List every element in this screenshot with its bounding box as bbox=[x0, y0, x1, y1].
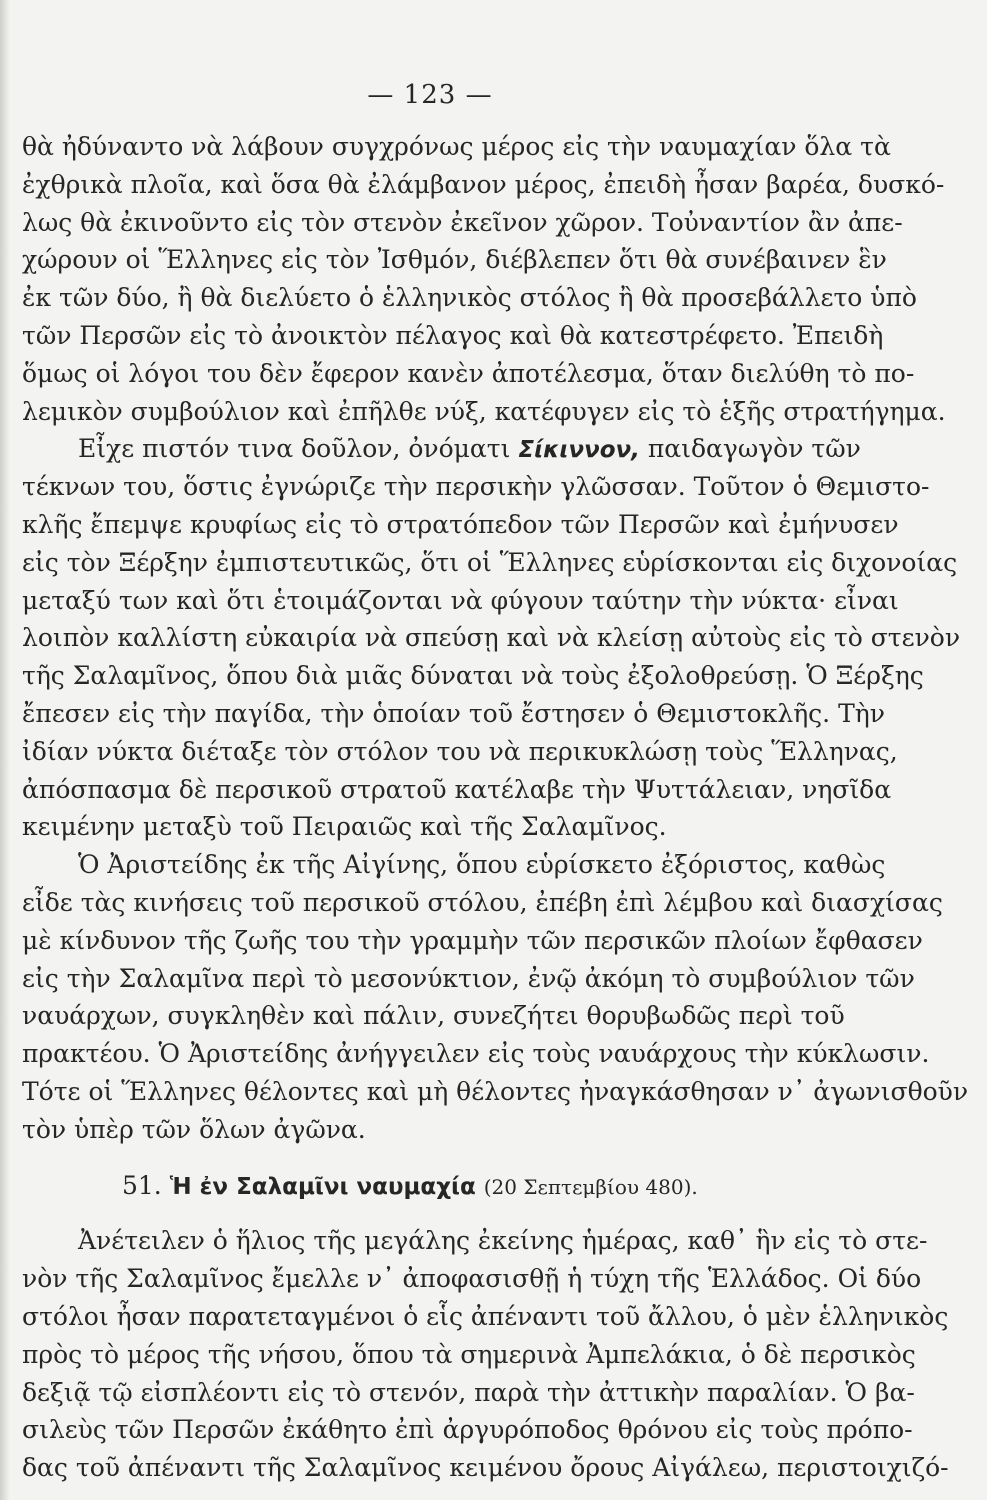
text-line: κλῆς ἔπεμψε κρυφίως εἰς τὸ στρατόπεδον τῶν Περσῶν καὶ ἐμήνυσεν bbox=[22, 509, 899, 539]
section-heading bbox=[22, 1167, 842, 1205]
text-segment: παιδαγωγὸν τῶν bbox=[647, 434, 861, 464]
text-line: τῆς Σαλαμῖνος, ὅπου διὰ μιᾶς δύναται νὰ τοὺς ἐξολοθρεύσῃ. Ὁ Ξέρξης bbox=[22, 661, 924, 691]
text-line: ὅμως οἱ λόγοι του δὲν ἔφερον κανὲν ἀποτέλεσμα, ὅταν διελύθη τὸ πο- bbox=[22, 358, 915, 388]
text-line: εἶδε τὰς κινήσεις τοῦ περσικοῦ στόλου, ἐπέβη ἐπὶ λέμβου καὶ διασχίσας bbox=[22, 887, 943, 917]
text-line: Ἀνέτειλεν ὁ ἥλιος τῆς μεγάλης ἐκείνης ἡμέρας, καθ᾿ ἣν εἰς τὸ στε- bbox=[78, 1226, 928, 1256]
text-line: ἀπόσπασμα δὲ περσικοῦ στρατοῦ κατέλαβε τὴν Ψυττάλειαν, νησῖδα bbox=[22, 774, 892, 804]
section-title: Ἡ ἐν Σαλαμῖνι ναυμαχία bbox=[169, 1173, 476, 1200]
text-line: μὲ κίνδυνον τῆς ζωῆς του τὴν γραμμὴν τῶν περσικῶν πλοίων ἔφθασεν bbox=[22, 925, 923, 955]
text-line: τῶν Περσῶν εἰς τὸ ἀνοικτὸν πέλαγος καὶ θὰ κατεστρέφετο. Ἐπειδὴ bbox=[22, 320, 884, 350]
text-line: ἔπεσεν εἰς τὴν παγίδα, τὴν ὁποίαν τοῦ ἔστησεν ὁ Θεμιστοκλῆς. Τὴν bbox=[22, 698, 885, 728]
text-line: ναυάρχων, συγκληθὲν καὶ πάλιν, συνεζήτει θορυβωδῶς περὶ τοῦ bbox=[22, 1001, 845, 1031]
text-line: κειμένην μεταξὺ τοῦ Πειραιῶς καὶ τῆς Σαλαμῖνος. bbox=[22, 812, 667, 842]
text-line: δας τοῦ ἀπέναντι τῆς Σαλαμῖνος κειμένου ὄρους Αἰγάλεω, περιστοιχιζό- bbox=[22, 1453, 949, 1483]
text-line bbox=[22, 430, 861, 468]
text-line: ἐχθρικὰ πλοῖα, καὶ ὅσα θὰ ἐλάμβανον μέρος, ἐπειδὴ ἦσαν βαρέα, δυσκό- bbox=[22, 169, 945, 199]
text-line: δεξιᾷ τῷ εἰσπλέοντι εἰς τὸ στενόν, παρὰ τὴν ἀττικὴν παραλίαν. Ὁ βα- bbox=[22, 1377, 915, 1407]
text-line: τὸν ὑπὲρ τῶν ὅλων ἀγῶνα. bbox=[22, 1114, 366, 1144]
text-line: ἐκ τῶν δύο, ἢ θὰ διελύετο ὁ ἑλληνικὸς στόλος ἢ θὰ προσεβάλλετο ὑπὸ bbox=[22, 283, 917, 313]
text-line: μεταξύ των καὶ ὅτι ἑτοιμάζονται νὰ φύγουν ταύτην τὴν νύκτα· εἶναι bbox=[22, 585, 899, 615]
text-line: λεμικὸν συμβούλιον καὶ ἐπῆλθε νύξ, κατέφυγεν εἰς τὸ ἑξῆς στρατήγημα. bbox=[22, 396, 946, 426]
text-line: λως θὰ ἐκινοῦντο εἰς τὸν στενὸν ἐκεῖνον χῶρον. Τοὐναντίον ἂν ἀπε- bbox=[22, 207, 903, 237]
emphasized-name: Σίκιννον, bbox=[518, 437, 640, 464]
text-line: σιλεὺς τῶν Περσῶν ἐκάθητο ἐπὶ ἀργυρόποδος θρόνου εἰς τοὺς πρόπο- bbox=[22, 1415, 913, 1445]
text-line: πρακτέου. Ὁ Ἀριστείδης ἀνήγγειλεν εἰς τοὺς ναυάρχους τὴν κύκλωσιν. bbox=[22, 1039, 930, 1069]
page-edge-shadow bbox=[0, 0, 10, 1500]
text-line: ἰδίαν νύκτα διέταξε τὸν στόλον του νὰ περικυκλώσῃ τοὺς Ἕλληνας, bbox=[22, 736, 898, 766]
page-number: — 123 — bbox=[367, 80, 493, 110]
text-line: εἰς τὴν Σαλαμῖνα περὶ τὸ μεσονύκτιον, ἐνῷ ἀκόμη τὸ συμβούλιον τῶν bbox=[22, 963, 915, 993]
text-line: τέκνων του, ὅστις ἐγνώριζε τὴν περσικὴν γλῶσσαν. Τοῦτον ὁ Θεμιστο- bbox=[22, 472, 930, 502]
text-line: Τότε οἱ Ἕλληνες θέλοντες καὶ μὴ θέλοντες ἠναγκάσθησαν ν᾿ ἀγωνισθοῦν bbox=[22, 1076, 969, 1106]
text-segment: Εἶχε πιστόν τινα δοῦλον, ὀνόματι bbox=[78, 434, 511, 464]
section-number: 51. bbox=[122, 1170, 162, 1200]
section-date: (20 Σεπτεμβίου 480). bbox=[483, 1174, 698, 1199]
text-line: εἰς τὸν Ξέρξην ἐμπιστευτικῶς, ὅτι οἱ Ἕλληνες εὑρίσκονται εἰς διχονοίας bbox=[22, 547, 958, 577]
text-line: λοιπὸν καλλίστη εὐκαιρία νὰ σπεύσῃ καὶ νὰ κλείσῃ αὐτοὺς εἰς τὸ στενὸν bbox=[22, 623, 961, 653]
text-line: Ὁ Ἀριστείδης ἐκ τῆς Αἰγίνης, ὅπου εὑρίσκετο ἐξόριστος, καθὼς bbox=[78, 850, 886, 880]
text-line: νὸν τῆς Σαλαμῖνος ἔμελλε ν᾿ ἀποφασισθῇ ἡ τύχη τῆς Ἑλλάδος. Οἱ δύο bbox=[22, 1264, 922, 1294]
text-line: θὰ ἠδύναντο νὰ λάβουν συγχρόνως μέρος εἰς τὴν ναυμαχίαν ὅλα τὰ bbox=[22, 132, 891, 161]
text-line: πρὸς τὸ μέρος τῆς νήσου, ὅπου τὰ σημερινὰ Ἀμπελάκια, ὁ δὲ περσικὸς bbox=[22, 1339, 916, 1369]
body-text bbox=[22, 128, 969, 1487]
text-line: στόλοι ἦσαν παρατεταγμένοι ὁ εἷς ἀπέναντι τοῦ ἄλλου, ὁ μὲν ἑλληνικὸς bbox=[22, 1301, 949, 1331]
text-line: χώρουν οἱ Ἕλληνες εἰς τὸν Ἰσθμόν, διέβλεπεν ὅτι θὰ συνέβαινεν ἓν bbox=[22, 245, 887, 275]
